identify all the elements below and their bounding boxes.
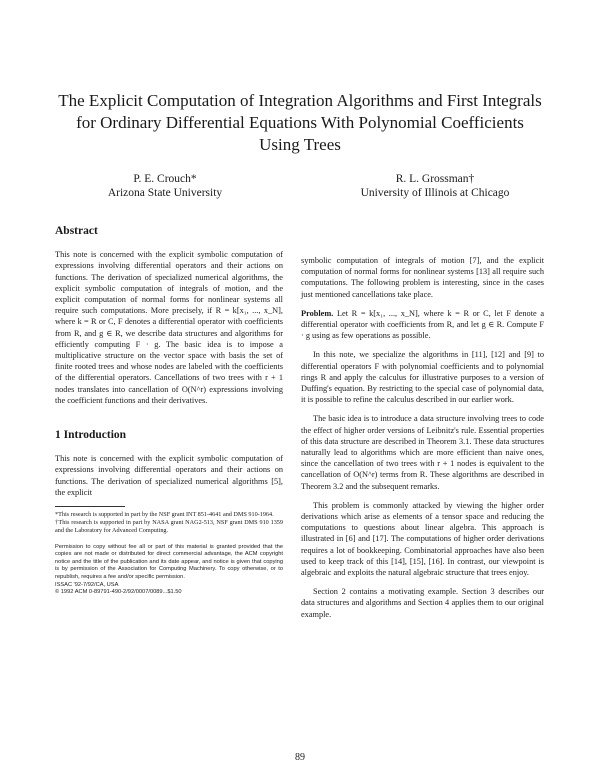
- author-affiliation: Arizona State University: [107, 187, 223, 199]
- page-number: 89: [295, 752, 305, 763]
- footnote-2: †This research is supported in part by NASA grant NAG2-513, NSF grant DMS 910 1359 and the Laboratory for Advanced Computing.: [55, 519, 283, 535]
- paper-title: The Explicit Computation of Integration Algorithms and First Integrals for Ordinary Differential Equations With Polynomial Coefficients Using Trees: [58, 91, 542, 154]
- problem-statement: [301, 308, 544, 342]
- abstract-heading: Abstract: [55, 225, 98, 237]
- problem-text: Let R = k[x₁, ..., x_N], where k = R or C, let F denote a differential operator with coefficients from R, and let g ∈ R. Compute F · g using as few operations as possible.: [301, 308, 545, 341]
- introduction-heading: 1 Introduction: [55, 429, 127, 442]
- author-name: P. E. Crouch*: [133, 173, 197, 185]
- author-2: [330, 172, 540, 200]
- left-column: [55, 226, 283, 597]
- author-affiliation: University of Illinois at Chicago: [360, 187, 510, 199]
- paragraph: symbolic computation of integrals of motion [7], and the explicit computation of normal forms for nonlinear systems [13] all require such computations. The following problem is interesting, since in the cases just mentioned cancellations take place.: [301, 256, 544, 299]
- problem-label: Problem.: [301, 308, 334, 318]
- introduction-text: This note is concerned with the explicit symbolic computation of expressions involving differential operators and their actions on functions. The derivation of specialized numerical algorithms [5], the explicit: [55, 454, 283, 497]
- paragraph: In this note, we specialize the algorithms in [11], [12] and [9] to differential operators F with polynomial coefficients and to polynomial rings R and apply the calculus for illustrative purposes to a version of Duffing's equation. By restricting to the special case of polynomial data, it is possible to refine the calculus described in our earlier work.: [301, 350, 544, 405]
- copyright-line: © 1992 ACM 0-89791-490-2/92/0007/0089...$1.50: [55, 589, 182, 596]
- abstract-text: This note is concerned with the explicit symbolic computation of expressions involving differential operators and their actions on functions. The derivation of specialized numerical algorithms, the explicit symbolic computation of integrals of motion, and the explicit computation of normal forms for nonlinear systems all require such computations. More precisely, if R = k[x₁, ..., x_N], where k = R or C, F denotes a differential operator with coefficients from R, and g ∈ R, we describe data structures and algorithms for efficiently computing F · g. The basic idea is to impose a multiplicative structure on the vector space with basis the set of finite rooted trees and whose nodes are labeled with the coefficients of the differential operators. Cancellations of two trees with r + 1 nodes translates into cancellation of O(N^r) expressions involving the coefficient functions and their derivatives.: [55, 250, 283, 405]
- footnote-1: *This research is supported in part by the NSF grant INT 851-4641 and DMS 910-1964.: [55, 511, 274, 519]
- author-block: [60, 172, 540, 200]
- permission-notice: Permission to copy without fee all or part of this material is granted provided that the copies are not made or distributed for direct commercial advantage, the ACM copyright notice and the title of the publication and its date appear, and notice is given that copying is by permission of the Association for Computing Machinery. To copy otherwise, or to republish, requires a fee and/or specific permission.: [55, 543, 283, 581]
- paragraph: The basic idea is to introduce a data structure involving trees to code the effect of higher order versions of Leibnitz's rule. Essential properties of this data structure are described in Theorem 3.1. These data structures naturally lead to algorithms which are more efficient than naive ones, since the cancellation of two trees with r + 1 nodes is equivalent to the cancellation of O(N^r) terms from R. These algorithms are described in Theorem 3.2 and the subsequent remarks.: [301, 414, 544, 491]
- paragraph: This problem is commonly attacked by viewing the higher order derivations which arise as elements of a tensor space and reducing the computations to questions about linear algebra. This approach is illustrated in [6] and [17]. The computations of higher order derivations requires a lot of bookkeeping. Combinatorial approaches have also been used to keep track of this [14], [15], [16]. In contrast, our viewpoint is algebraic and exploits the natural algebraic structure that trees enjoy.: [301, 500, 544, 578]
- paragraph: Section 2 contains a motivating example. Section 3 describes our data structures and algorithms and Section 4 applies them to our original example.: [301, 587, 544, 619]
- conference-line: ISSAC '92-7/92/CA, USA: [55, 581, 119, 588]
- author-1: [60, 172, 270, 200]
- right-column: [301, 255, 544, 620]
- footnote-rule: [55, 506, 125, 507]
- author-name: R. L. Grossman†: [395, 173, 475, 185]
